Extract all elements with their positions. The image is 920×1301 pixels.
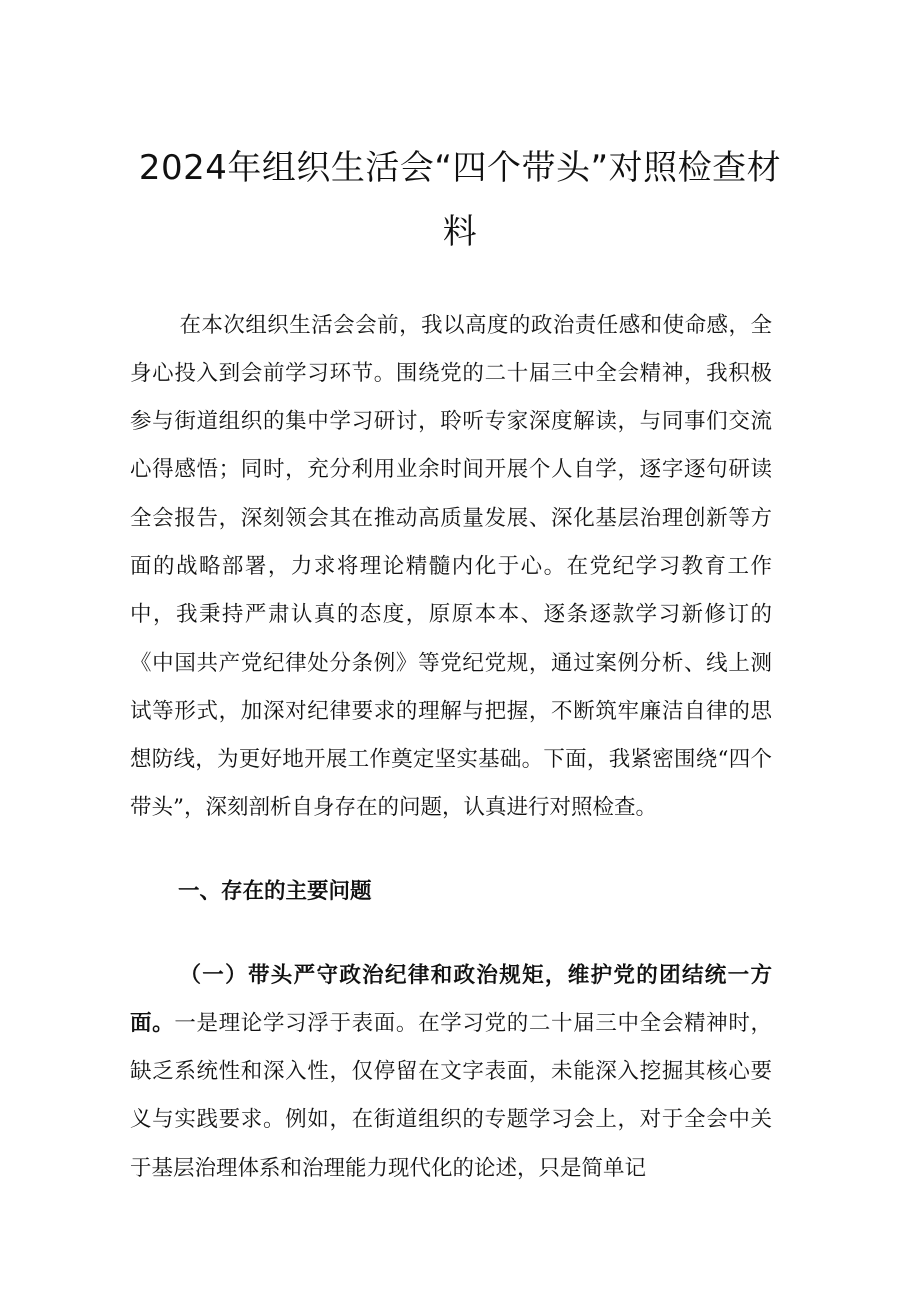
subsection-body-text: 一是理论学习浮于表面。在学习党的二十届三中全会精神时，缺乏系统性和深入性，仅停留在文字表面，未能深入挖掘其核心要义与实践要求。例如，在街道组织的专题学习会上，对于全会中关于基层治理体系和治理能力现代化的论述，只是简单记 xyxy=(130,1010,772,1181)
document-title-line-2: 料 xyxy=(442,212,478,252)
section-heading-main-problems: 一、存在的主要问题 xyxy=(178,879,372,904)
document-title-line-1: 2024年组织生活会“四个带头”对照检查材 xyxy=(138,148,782,188)
intro-paragraph: 在本次组织生活会会前，我以高度的政治责任感和使命感，全身心投入到会前学习环节。围绕党的二十届三中全会精神，我积极参与街道组织的集中学习研讨，聆听专家深度解读，与同事们交流心得感悟；同时，充分利用业余时间开展个人自学，逐字逐句研读全会报告，深刻领会其在推动高质量发展、深化基层治理创新等方面的战略部署，力求将理论精髓内化于心。在党纪学习教育工作中，我秉持严肃认真的态度，原原本本、逐条逐款学习新修订的《中国共产党纪律处分条例》等党纪党规，通过案例分析、线上测试等形式，加深对纪律要求的理解与把握，不断筑牢廉洁自律的思想防线，为更好地开展工作奠定坚实基础。下面，我紧密围绕“四个带头”，深刻剖析自身存在的问题，认真进行对照检查。 xyxy=(130,312,772,821)
subsection-heading: （一）带头严守政治纪律和政治规矩，维护党的团结统一方面。 xyxy=(130,962,772,1036)
subsection-paragraph xyxy=(130,952,772,1193)
